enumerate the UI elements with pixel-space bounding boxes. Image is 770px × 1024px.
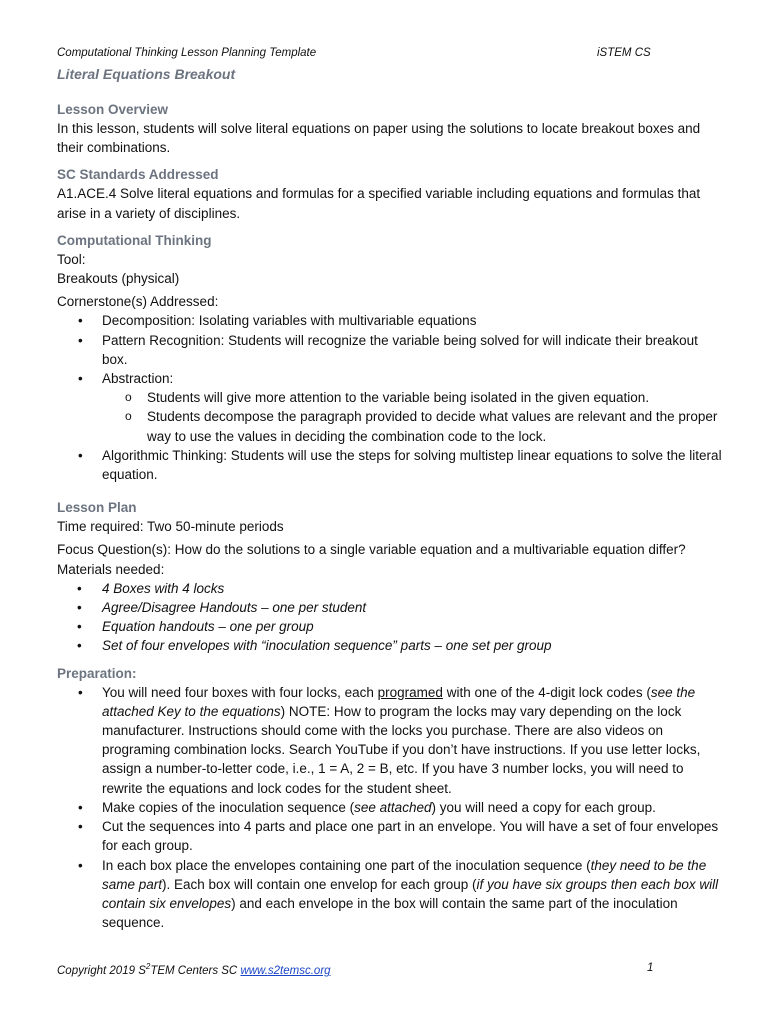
list-item-decomposition: • Decomposition: Isolating variables with multivariable equations (57, 311, 727, 330)
circle-marker: o (125, 409, 132, 424)
tool-value: Breakouts (physical) (57, 271, 180, 287)
header-org: iSTEM CS (597, 47, 651, 59)
cornerstones-list (57, 311, 727, 388)
material-item: • Equation handouts – one per group (57, 617, 727, 636)
time-required: Time required: Two 50-minute periods (57, 519, 284, 535)
cornerstones-list-cont (57, 446, 727, 484)
abstraction-sublist (57, 388, 727, 446)
prep-item-copies: • Make copies of the inoculation sequence (see attached) you will need a copy for each group. (57, 798, 727, 817)
bullet-marker: • (78, 684, 83, 700)
page-number: 1 (647, 962, 654, 974)
bullet-marker: • (78, 313, 83, 329)
header-template-name: Computational Thinking Lesson Planning Template (57, 47, 317, 59)
bullet-marker: • (77, 619, 82, 635)
cornerstones-label: Cornerstone(s) Addressed: (57, 294, 219, 310)
sublist-item: o Students decompose the paragraph provided to decide what values are relevant and the proper way to use the values in deciding the combination code to the lock. (125, 409, 718, 444)
heading-computational-thinking: Computational Thinking (57, 232, 212, 248)
list-item-abstraction: • Abstraction: (57, 369, 727, 388)
bullet-marker: • (78, 332, 83, 348)
website-link[interactable]: www.s2temsc.org (240, 964, 331, 977)
list-item-algorithmic-thinking: • Algorithmic Thinking: Students will use the steps for solving multistep linear equations to solve the literal equation. (78, 447, 722, 483)
heading-lesson-plan: Lesson Plan (57, 500, 137, 516)
standards-text: A1.ACE.4 Solve literal equations and formulas for a specified variable including equations and formulas that arise in a variety of disciplines. (57, 186, 701, 221)
sublist-item: o Students will give more attention to the variable being isolated in the given equation. (57, 388, 727, 407)
overview-text: In this lesson, students will solve literal equations on paper using the solutions to locate breakout boxes and their combinations. (57, 121, 701, 156)
preparation-list (57, 683, 727, 933)
footer-copyright: Copyright 2019 $S^2TEM$ Centers SC www.s2temsc.org (57, 962, 331, 977)
circle-marker: o (125, 390, 132, 405)
material-item: • 4 Boxes with 4 locks (57, 579, 727, 598)
bullet-marker: • (78, 799, 83, 815)
material-item: • Agree/Disagree Handouts – one per student (57, 598, 727, 617)
document-body (57, 100, 727, 932)
bullet-marker: • (78, 447, 83, 463)
bullet-marker: • (77, 580, 82, 596)
focus-question: Focus Question(s): How do the solutions to a single variable equation and a multivariable equation differ? (57, 542, 686, 558)
materials-label: Materials needed: (57, 561, 165, 577)
tool-label: Tool: (57, 251, 86, 267)
bullet-marker: • (77, 638, 82, 654)
bullet-marker: • (77, 600, 82, 616)
prep-item-cut: • Cut the sequences into 4 parts and place one part in an envelope. You will have a set of four envelopes for each group. (78, 819, 719, 854)
lesson-title: Literal Equations Breakout (57, 66, 236, 82)
materials-list (57, 579, 727, 656)
heading-lesson-overview: Lesson Overview (57, 102, 169, 117)
bullet-marker: • (78, 819, 83, 835)
list-item-pattern-recognition: • Pattern Recognition: Students will recognize the variable being solved for will indicate their breakout box. (78, 332, 698, 367)
prep-item-boxes: • You will need four boxes with four locks, each programed with one of the 4-digit lock codes (see the attached Key to the equations) NOTE: How to program the locks may vary depending on the lock manufacturer. Instructions should come with the locks you purchase. There are also videos on programing combination locks. Search YouTube if you don’t have instructions. If you use letter locks, assign a number-to-letter code, i.e., 1 = A, 2 = B, etc. If you have 3 number locks, you will need to rewrite the equations and lock codes for the student sheet. (78, 684, 701, 796)
prep-item-envelopes: • In each box place the envelopes containing one part of the inoculation sequence (they need to be the same part). Each box will contain one envelop for each group (if you have six groups then each box will contain six envelopes) and each envelope in the box will contain the same part of the inoculation sequence. (78, 857, 719, 931)
bullet-marker: • (78, 371, 83, 387)
material-item: • Set of four envelopes with “inoculation sequence” parts – one set per group (57, 636, 727, 655)
heading-preparation: Preparation: (57, 665, 137, 681)
heading-standards: SC Standards Addressed (57, 167, 219, 183)
bullet-marker: • (78, 857, 83, 873)
